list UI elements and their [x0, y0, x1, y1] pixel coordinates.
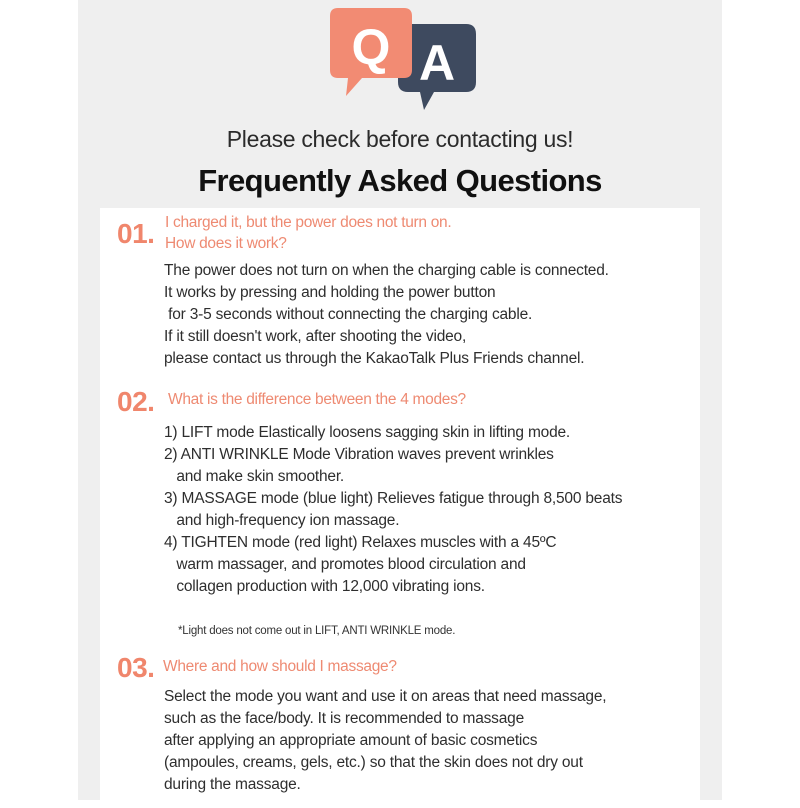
faq-answer: [164, 686, 606, 796]
answer-line: 2) ANTI WRINKLE Mode Vibration waves prevent wrinkles: [164, 446, 554, 463]
faq-answer: [164, 422, 622, 598]
faq-question: What is the difference between the 4 modes?: [168, 391, 466, 408]
faq-note: *Light does not come out in LIFT, ANTI WRINKLE mode.: [178, 625, 456, 637]
answer-line: It works by pressing and holding the power button: [164, 284, 496, 301]
answer-line: please contact us through the KakaoTalk Plus Friends channel.: [164, 350, 585, 367]
faq-question: I charged it, but the power does not turn on. How does it work?: [165, 214, 452, 252]
answer-line: collagen production with 12,000 vibrating ions.: [164, 578, 485, 595]
answer-line: (ampoules, creams, gels, etc.) so that the skin does not dry out: [164, 754, 583, 771]
answer-line: 4) TIGHTEN mode (red light) Relaxes muscles with a 45ºC: [164, 534, 557, 551]
faq-number: 02.: [117, 386, 155, 417]
logo-letter-q: Q: [351, 19, 391, 75]
answer-line: 3) MASSAGE mode (blue light) Relieves fatigue through 8,500 beats: [164, 490, 623, 507]
faq-card: [100, 208, 700, 808]
qa-logo: [316, 6, 486, 116]
answer-line: Select the mode you want and use it on areas that need massage,: [164, 688, 607, 705]
answer-line: and make skin smoother.: [164, 468, 345, 485]
logo-letter-a: A: [418, 35, 456, 91]
faq-question: Where and how should I massage?: [163, 658, 397, 675]
page-subtitle: Please check before contacting us!: [226, 126, 574, 152]
answer-line: and high-frequency ion massage.: [164, 512, 400, 529]
answer-line: after applying an appropriate amount of basic cosmetics: [164, 732, 538, 749]
answer-line: warm massager, and promotes blood circulation and: [164, 556, 526, 573]
answer-line: 1) LIFT mode Elastically loosens sagging skin in lifting mode.: [164, 424, 571, 441]
page-title: Frequently Asked Questions: [198, 163, 602, 198]
faq-number: 03.: [117, 652, 155, 683]
answer-line: such as the face/body. It is recommended to massage: [164, 710, 524, 727]
answer-line: for 3-5 seconds without connecting the charging cable.: [164, 306, 533, 323]
answer-line: The power does not turn on when the charging cable is connected.: [164, 262, 609, 279]
answer-line: during the massage.: [164, 776, 301, 793]
faq-answer: [164, 260, 609, 370]
answer-line: If it still doesn't work, after shooting the video,: [164, 328, 467, 345]
faq-number: 01.: [117, 218, 155, 249]
